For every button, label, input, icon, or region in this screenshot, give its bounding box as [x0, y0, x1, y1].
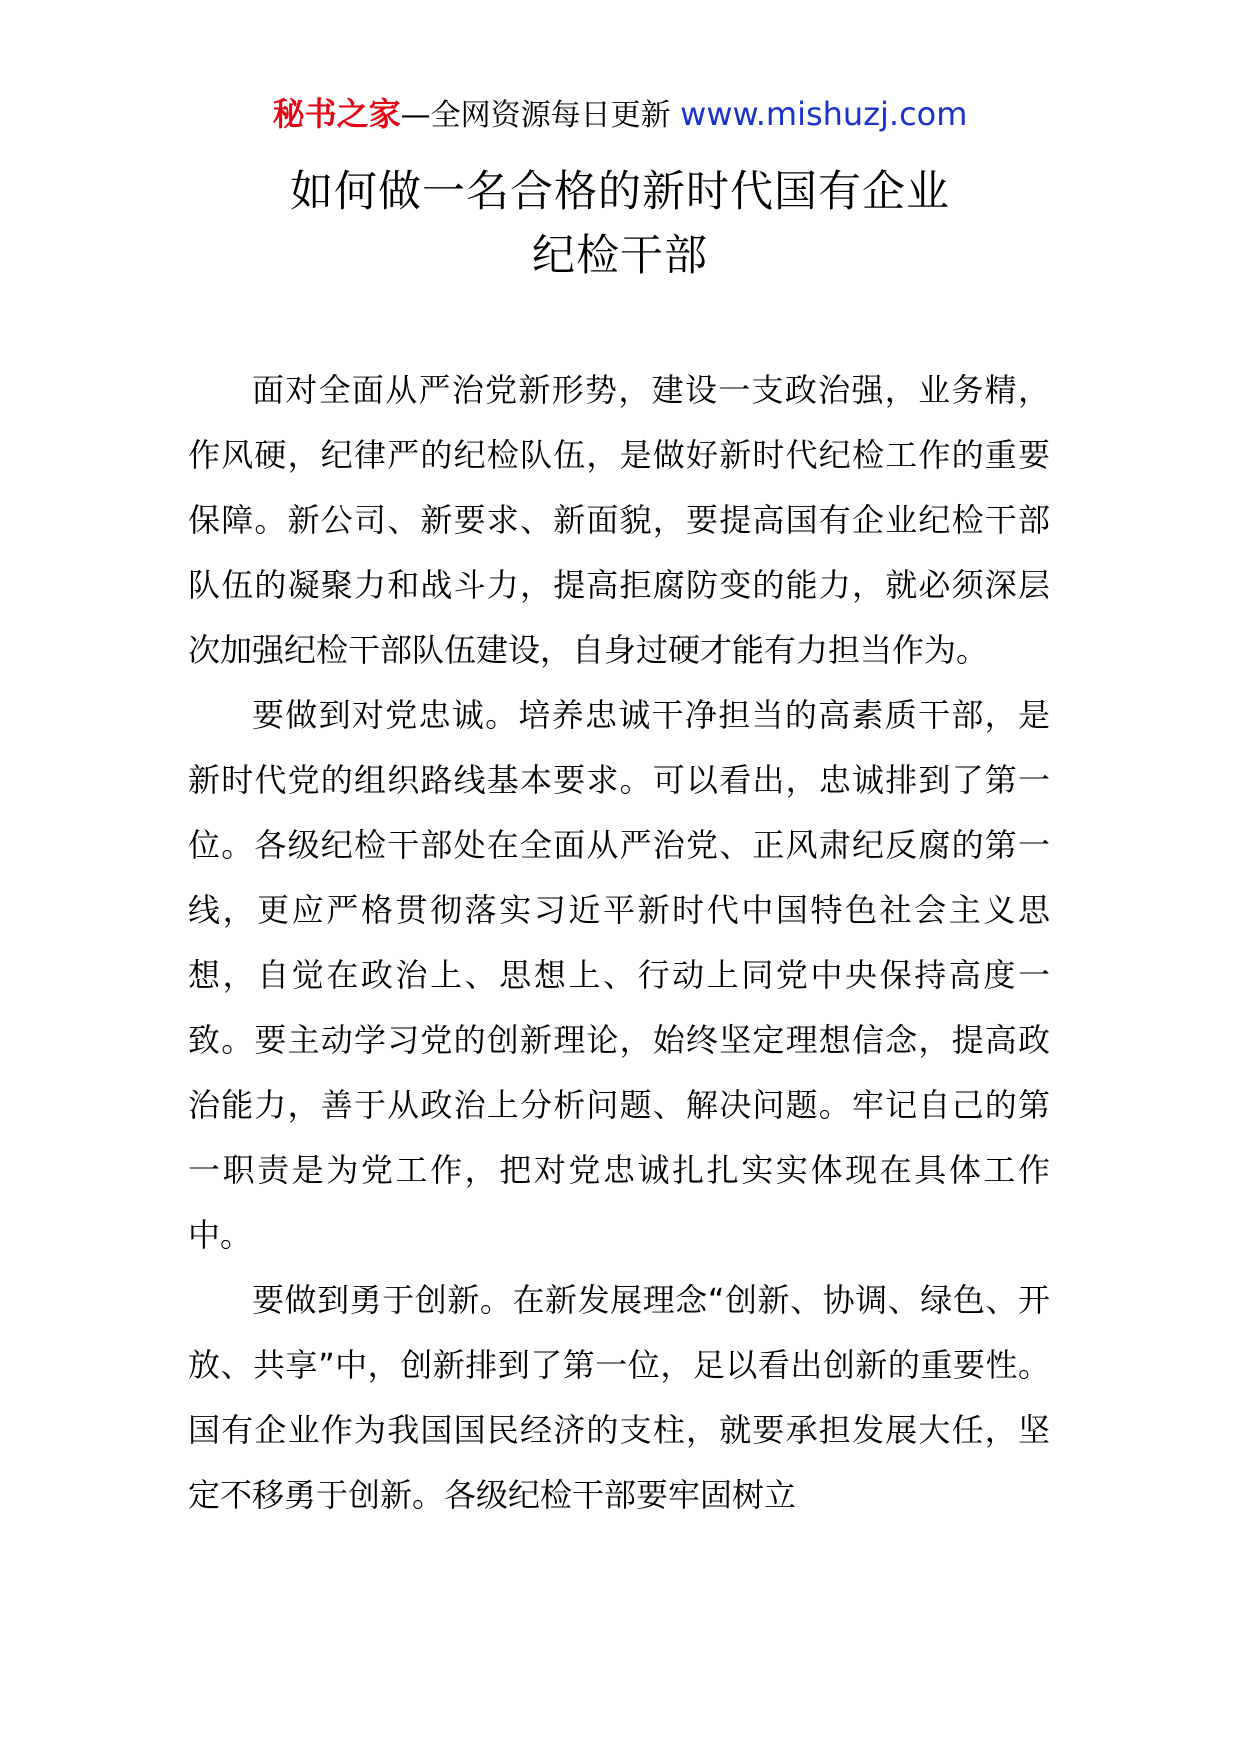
paragraph: 要做到对党忠诚。培养忠诚干净担当的高素质干部，是新时代党的组织路线基本要求。可以看出，忠诚排到了第一位。各级纪检干部处在全面从严治党、正风肃纪反腐的第一线，更应严格贯彻落实习近平新时代中国特色社会主义思想，自觉在政治上、思想上、行动上同党中央保持高度一致。要主动学习党的创新理论，始终坚定理想信念，提高政治能力，善于从政治上分析问题、解决问题。牢记自己的第一职责是为党工作，把对党忠诚扎扎实实体现在具体工作中。	[188, 696, 1050, 1254]
title-line-2: 纪检干部	[532, 231, 708, 281]
paragraph: 要做到勇于创新。在新发展理念“创新、协调、绿色、开放、共享”中，创新排到了第一位，足以看出创新的重要性。国有企业作为我国国民经济的支柱，就要承担发展大任，坚定不移勇于创新。各级纪检干部要牢固树立	[188, 1281, 1050, 1514]
title-line-1: 如何做一名合格的新时代国有企业	[290, 167, 950, 217]
site-url-link[interactable]: www.mishuzj.com	[680, 95, 968, 133]
header-slogan: —全网资源每日更新	[400, 98, 671, 133]
paragraph: 面对全面从严治党新形势，建设一支政治强，业务精，作风硬，纪律严的纪检队伍，是做好新时代纪检工作的重要保障。新公司、新要求、新面貌，要提高国有企业纪检干部队伍的凝聚力和战斗力，提高拒腐防变的能力，就必须深层次加强纪检干部队伍建设，自身过硬才能有力担当作为。	[188, 371, 1050, 669]
document-title	[0, 160, 1240, 288]
brand-name: 秘书之家	[272, 95, 401, 133]
site-header	[0, 94, 1240, 136]
document-body	[188, 358, 1050, 1528]
